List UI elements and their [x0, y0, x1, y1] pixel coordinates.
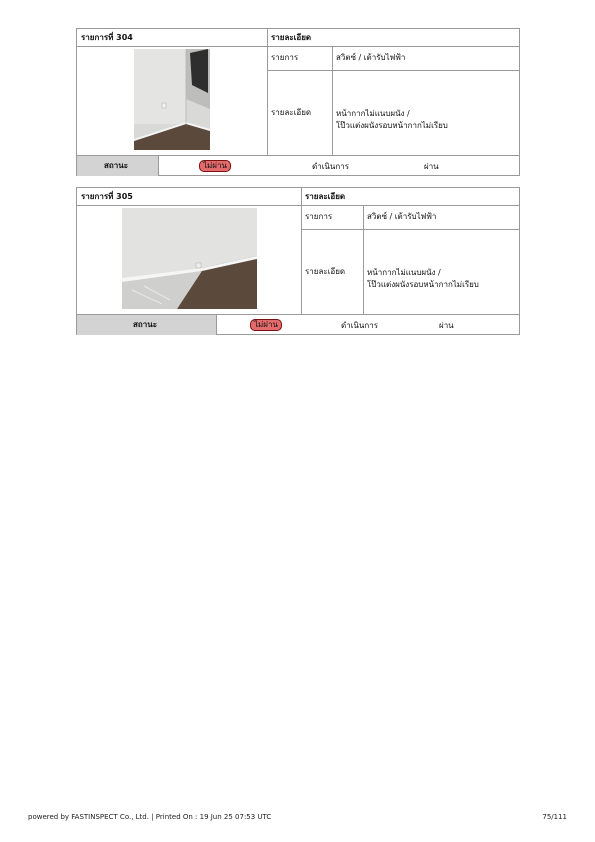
description-label: รายละเอียด: [305, 267, 346, 276]
divider: [77, 46, 519, 47]
item-label: รายการ: [271, 53, 299, 62]
status-option-in-progress[interactable]: ดำเนินการ: [312, 162, 349, 171]
divider: [301, 188, 302, 314]
inspection-item-card: [76, 28, 520, 176]
item-title: รายการที่ 304: [81, 33, 133, 42]
description-label: รายละเอียด: [271, 108, 312, 117]
divider: [77, 205, 519, 206]
description-line-2: โป๊วแต่งผนังรอบหน้ากากไม่เรียบ: [336, 121, 448, 130]
status-label: สถานะ: [104, 161, 128, 170]
status-option-pass[interactable]: ผ่าน: [424, 162, 439, 171]
status-label: สถานะ: [133, 320, 157, 329]
status-option-pass[interactable]: ผ่าน: [439, 321, 454, 330]
status-option-fail[interactable]: ไม่ผ่าน: [250, 319, 282, 331]
description-line-2: โป๊วแต่งผนังรอบหน้ากากไม่เรียบ: [367, 280, 479, 289]
status-option-in-progress[interactable]: ดำเนินการ: [341, 321, 378, 330]
page-number: 75/111: [542, 813, 567, 821]
item-value: สวิตซ์ / เต้ารับไฟฟ้า: [336, 53, 406, 62]
description-line-1: หน้ากากไม่แนบผนัง /: [367, 268, 441, 277]
detail-header: รายละเอียด: [305, 192, 346, 201]
description-line-1: หน้ากากไม่แนบผนัง /: [336, 109, 410, 118]
photo-ceiling-wall-edge-icon[interactable]: [122, 208, 257, 309]
divider: [158, 155, 159, 176]
divider: [363, 205, 364, 314]
divider: [216, 314, 217, 335]
divider: [267, 70, 519, 71]
footer-credit: powered by FASTINSPECT Co., Ltd. | Printed On : 19 Jun 25 07:53 UTC: [28, 813, 272, 821]
item-title: รายการที่ 305: [81, 192, 133, 201]
detail-header: รายละเอียด: [271, 33, 312, 42]
divider: [301, 229, 519, 230]
inspection-item-card: [76, 187, 520, 335]
status-option-fail[interactable]: ไม่ผ่าน: [199, 160, 231, 172]
item-label: รายการ: [305, 212, 333, 221]
divider: [332, 46, 333, 155]
divider: [267, 29, 268, 155]
photo-wall-corner-floor-icon[interactable]: [134, 49, 210, 150]
item-value: สวิตซ์ / เต้ารับไฟฟ้า: [367, 212, 437, 221]
